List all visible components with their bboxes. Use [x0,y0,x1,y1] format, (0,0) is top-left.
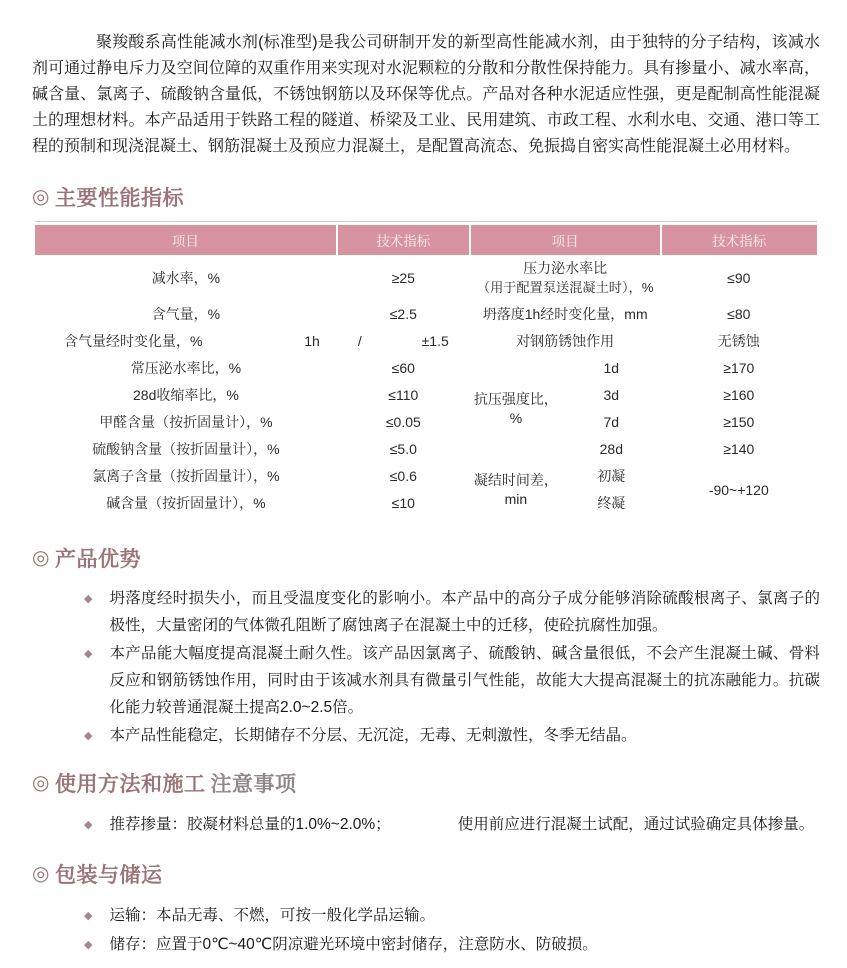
section-marker-icon: ◎ [32,772,50,794]
age-cell: 3d [603,387,620,403]
header-indicator-left: 技术指标 [337,225,470,255]
item-line-1: 压力泌水率比 [523,260,608,276]
value-cell: 无锈蚀 [717,333,760,349]
item-cell: 减水率，% [151,269,221,286]
list-item [84,931,820,959]
bullet-text: 推荐掺量：胶凝材料总量的1.0%~2.0%； [109,816,391,833]
item-cell: 28d收缩率比，% [133,387,239,403]
diamond-bullet-icon: ◆ [84,730,93,742]
list-item [84,585,820,639]
value-cell: ≥140 [723,441,755,457]
item-cell [470,255,661,301]
bullet-text-secondary: 使用前应进行混凝土试配，通过试验确定具体掺量。 [457,816,815,833]
value-cell: ≤0.05 [385,414,421,430]
bullet-text: 本产品性能稳定，长期储存不分层、无沉淀，无毒、无刺激性，冬季无结晶。 [109,727,637,744]
section-heading-performance [32,182,820,212]
table-row [35,409,817,436]
bullet-text: 运输：本品无毒、不燃，可按一般化学品运输。 [109,907,435,924]
section-marker-icon: ◎ [32,186,50,208]
header-item-right: 项目 [470,225,661,255]
group-label-cell: 凝结时间差，min [473,472,558,507]
item-label: 含气量经时变化量，% [64,333,203,349]
section-title-secondary: 注意事项 [210,773,297,796]
table-header-row [35,225,817,255]
table-row [35,436,817,463]
value-cell: ≥170 [723,360,755,376]
section-title: 包装与储运 [54,864,163,887]
section-marker-icon: ◎ [32,863,50,885]
usage-list [84,811,820,839]
value-cell: ≤10 [391,495,415,511]
section-title: 使用方法和施工 [54,773,206,796]
item-cell: 甲醛含量（按折固量计），% [99,414,273,430]
item-line-2: （用于配置泵送混凝土时），% [476,280,654,295]
age-cell: 7d [603,414,620,430]
item-cell [35,328,337,355]
value-separator: / [357,333,362,349]
item-cell: 硫酸钠含量（按折固量计），% [92,441,280,457]
group-label-cell: 抗压强度比，% [473,391,558,426]
value-cell: -90~+120 [708,481,769,498]
setting-cell: 初凝 [597,468,626,484]
value-cell: ≤2.5 [389,306,417,322]
header-indicator-right: 技术指标 [661,225,817,255]
table-row [35,355,817,382]
table-row [35,328,817,355]
bullet-text: 储存：应置于0℃~40℃阴凉避光环境中密封储存，注意防水、防破损。 [109,936,598,953]
bullet-text: 坍落度经时损失小，而且受温度变化的影响小。本产品中的高分子成分能够消除硫酸根离子、氯离子的极性，大量密闭的气体微孔阻断了腐蚀离子在混凝土中的迁移，使砼抗腐性加强。 [109,590,820,634]
list-item [84,902,820,930]
value-cell [337,328,470,355]
section-heading-usage [32,768,820,798]
age-cell: 28d [599,441,623,457]
value-cell: ≤0.6 [389,468,417,484]
value-cell: ≤5.0 [389,441,417,457]
section-title: 产品优势 [54,548,141,571]
item-cell: 碱含量（按折固量计），% [106,495,266,511]
bullet-text: 本产品能大幅度提高混凝土耐久性。该产品因氯离子、硫酸钠、碱含量很低，不会产生混凝土碱、骨料反应和钢筋锈蚀作用，同时由于该减水剂具有微量引气性能，故能大大提高混凝土的抗冻融能力。抗碳化能力较普通混凝土提高2.0~2.5倍。 [109,645,820,716]
diamond-bullet-icon: ◆ [84,819,93,831]
diamond-bullet-icon: ◆ [84,593,93,605]
section-heading-packaging [32,859,820,889]
intro-paragraph: 聚羧酸系高性能减水剂(标准型)是我公司研制开发的新型高性能减水剂，由于独特的分子结构，该减水剂可通过静电斥力及空间位障的双重作用来实现对水泥颗粒的分散和分散性保持能力。具有掺量小、减水率高，碱含量、氯离子、硫酸钠含量低，不锈蚀钢筋以及环保等优点。产品对各种水泥适应性强，更是配制高性能混凝土的理想材料。本产品适用于铁路工程的隧道、桥梁及工业、民用建筑、市政工程、水利水电、交通、港口等工程的预制和现浇混凝土、钢筋混凝土及预应力混凝土，是配置高流态、免振捣自密实高性能混凝土必用材料。 [32,34,820,155]
item-cell: 含气量，% [151,306,221,322]
value-cell: ≤80 [727,306,751,322]
table-row [35,301,817,328]
item-cell: 对钢筋锈蚀作用 [516,333,615,349]
item-sub-label: 1h [304,333,320,349]
table-row [35,463,817,490]
packaging-list [84,902,820,959]
value-cell: ≤90 [727,269,751,286]
list-item [84,722,820,750]
list-item [84,811,820,839]
value-cell: ≥25 [391,269,415,286]
value-cell: ≤110 [388,387,419,403]
value-cell: ≥150 [723,414,755,430]
section-title: 主要性能指标 [54,187,184,210]
list-item [84,640,820,721]
item-cell: 氯离子含量（按折固量计），% [92,468,280,484]
header-item-left: 项目 [35,225,337,255]
item-cell: 坍落度1h经时变化量，mm [482,306,648,322]
diamond-bullet-icon: ◆ [84,648,93,660]
performance-table-wrap [35,221,817,517]
section-marker-icon: ◎ [32,547,50,569]
setting-cell: 终凝 [597,495,626,511]
value-cell: ≥160 [723,387,755,403]
item-cell: 常压泌水率比，% [130,360,242,376]
advantages-list [84,585,820,750]
value-text: ±1.5 [421,333,449,349]
table-row [35,382,817,409]
value-cell: ≤60 [391,360,415,376]
performance-table [35,225,817,517]
diamond-bullet-icon: ◆ [84,939,93,951]
diamond-bullet-icon: ◆ [84,910,93,922]
section-heading-advantages [32,543,820,573]
table-row [35,255,817,301]
age-cell: 1d [603,360,620,376]
